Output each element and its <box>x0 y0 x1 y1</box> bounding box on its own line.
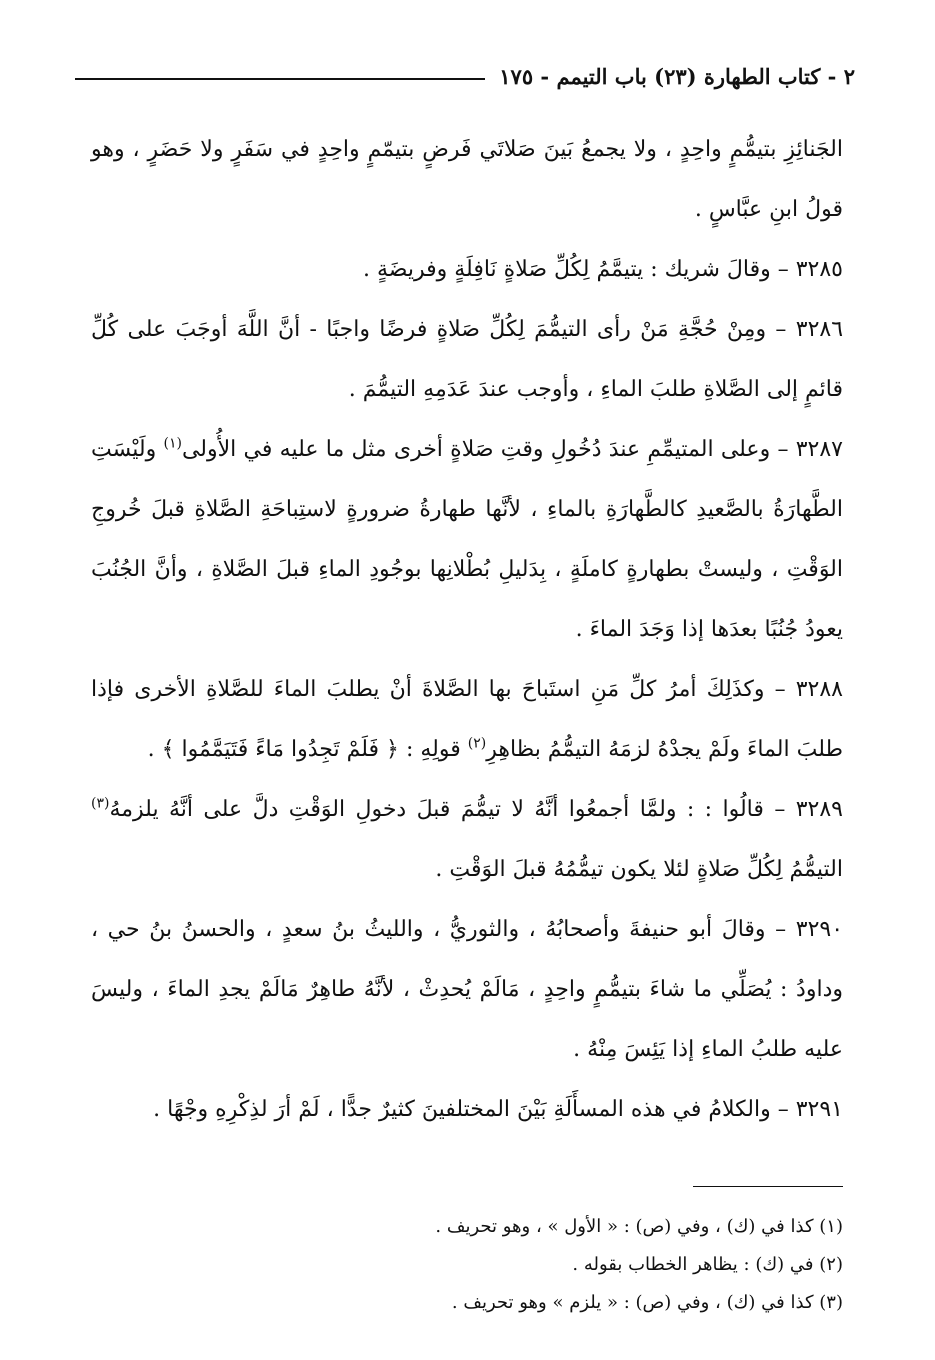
paragraph-number: ٣٢٨٩ <box>795 797 843 822</box>
paragraph-3291 <box>91 1080 843 1140</box>
paragraph-number: ٣٢٩١ <box>795 1097 843 1122</box>
number-dash: – <box>770 1097 789 1122</box>
footnote-reference[interactable]: (١) <box>163 435 182 452</box>
paragraph-text: قولِهِ : ﴿ فَلَمْ تَجِدُوا مَاءً فَتَيَمَّمُوا ﴾ . <box>147 737 468 762</box>
paragraph-number: ٣٢٨٨ <box>795 677 843 702</box>
paragraph-number: ٣٢٨٥ <box>795 257 843 282</box>
footnote-mark: (١) <box>819 1216 843 1237</box>
footnote-1 <box>91 1208 843 1246</box>
paragraph-text: التيمُّمُ لِكُلِّ صَلاةٍ لئلا يكون تيمُّمُهُ قبلَ الوَقْتِ . <box>435 857 843 882</box>
footnote-separator <box>693 1186 843 1187</box>
main-text <box>91 120 843 1140</box>
paragraph-3285 <box>91 240 843 300</box>
paragraph-continuation <box>91 120 843 240</box>
header-rule <box>75 78 485 80</box>
number-dash: – <box>770 437 789 462</box>
paragraph-text: ومِنْ حُجَّةِ مَنْ رأى التيمُّمَ لِكُلِّ صَلاةٍ فرضًا واجبًا - أنَّ اللَّهَ أوجَبَ على كُلِّ قائمٍ إلى الصَّلاةِ طلبَ الماءِ ، وأوجب عندَ عَدَمِهِ التيمُّمَ . <box>91 317 843 402</box>
paragraph-text: وقالَ أبو حنيفةَ وأصحابُهُ ، والثوريُّ ، والليثُ بنُ سعدٍ ، والحسنُ بنُ حي ، وداودُ : يُصَلِّي ما شاءَ بتيمُّمٍ واحِدٍ ، مَالَمْ يُحدِثْ ، لأنَّهُ طاهِرٌ مَالَمْ يجدِ الماءَ ، وليسَ عليه طلبُ الماءِ إذا يَئِسَ مِنْهُ . <box>91 917 843 1062</box>
paragraph-3288 <box>91 660 843 780</box>
paragraph-text: وكذَلِكَ أمرُ كلِّ مَنِ استَباحَ بها الصَّلاةَ أنْ يطلبَ الماءَ للصَّلاةِ الأخرى فإذا طلبَ الماءَ ولَمْ يجدْهُ لزمَهُ التيمُّمُ بظاهِرِ <box>91 677 843 762</box>
number-dash: – <box>766 317 787 342</box>
running-title: ٢ - كتاب الطهارة (٢٣) باب التيمم - ١٧٥ <box>499 63 855 89</box>
running-header <box>75 56 855 96</box>
paragraph-text: وعلى المتيمِّمِ عندَ دُخُولِ وقتِ صَلاةٍ أخرى مثل ما عليه في الأُولى <box>181 437 771 462</box>
footnote-text: كذا في (ك) ، وفي (ص) : « يلزم » وهو تحريف . <box>451 1292 814 1313</box>
paragraph-text: الجَنائِزِ بتيمُّمٍ واحِدٍ ، ولا يجمعُ بَينَ صَلاتَي فَرضٍ بتيمّمٍ واحِدٍ في سَفَرٍ ولا حَضَرٍ ، وهو قولُ ابنِ عبَّاسٍ . <box>91 137 843 222</box>
number-dash: – <box>765 917 787 942</box>
paragraph-text: والكلامُ في هذه المسأَلَةِ بَيْنَ المختلفينَ كثيرٌ جدًّا ، لَمْ أرَ لذِكْرِهِ وجْهًا . <box>153 1097 771 1122</box>
footnote-2 <box>91 1246 843 1284</box>
paragraph-text: وقالَ شريك : يتيمَّمُ لِكُلِّ صَلاةٍ نَافِلَةٍ وفريضَةٍ . <box>363 257 771 282</box>
paragraph-number: ٣٢٩٠ <box>795 917 844 942</box>
footnote-reference[interactable]: (٣) <box>91 795 110 812</box>
paragraph-text: ولَيْسَتِ الطَّهارَةُ بالصَّعيدِ كالطَّهارَةِ بالماءِ ، لأنَّها طهارةُ ضرورةٍ لاستِباحَةِ الصَّلاةِ قبلَ خُروجِ الوَقْتِ ، وليستْ بطهارةٍ كاملَةٍ ، بِدَليلِ بُطْلانِها بوجُودِ الماءِ قبلَ الصَّلاةِ ، وأنَّ الجُنُبَ يعودُ جُنُبًا بعدَها إذا وَجَدَ الماءَ . <box>91 437 843 642</box>
number-dash: – <box>764 677 786 702</box>
footnote-text: كذا في (ك) ، وفي (ص) : « الأول » ، وهو تحريف . <box>435 1216 814 1237</box>
paragraph-number: ٣٢٨٧ <box>795 437 843 462</box>
footnote-mark: (٢) <box>819 1254 843 1275</box>
footnote-reference[interactable]: (٢) <box>467 735 487 752</box>
paragraph-3287 <box>91 420 843 660</box>
paragraph-text: قالُوا : : ولمَّا أجمعُوا أنَّهُ لا تيمُّمَ قبلَ دخولِ الوَقْتِ دلَّ على أنَّهُ يلزمهُ <box>109 797 764 822</box>
paragraph-3289 <box>91 780 843 900</box>
number-dash: – <box>763 797 786 822</box>
footnote-3 <box>91 1284 843 1322</box>
paragraph-3286 <box>91 300 843 420</box>
footnote-text: في (ك) : يظاهر الخطاب بقوله . <box>572 1254 814 1275</box>
footnotes <box>91 1208 843 1322</box>
paragraph-3290 <box>91 900 843 1080</box>
number-dash: – <box>770 257 789 282</box>
footnote-mark: (٣) <box>819 1292 843 1313</box>
paragraph-number: ٣٢٨٦ <box>795 317 844 342</box>
